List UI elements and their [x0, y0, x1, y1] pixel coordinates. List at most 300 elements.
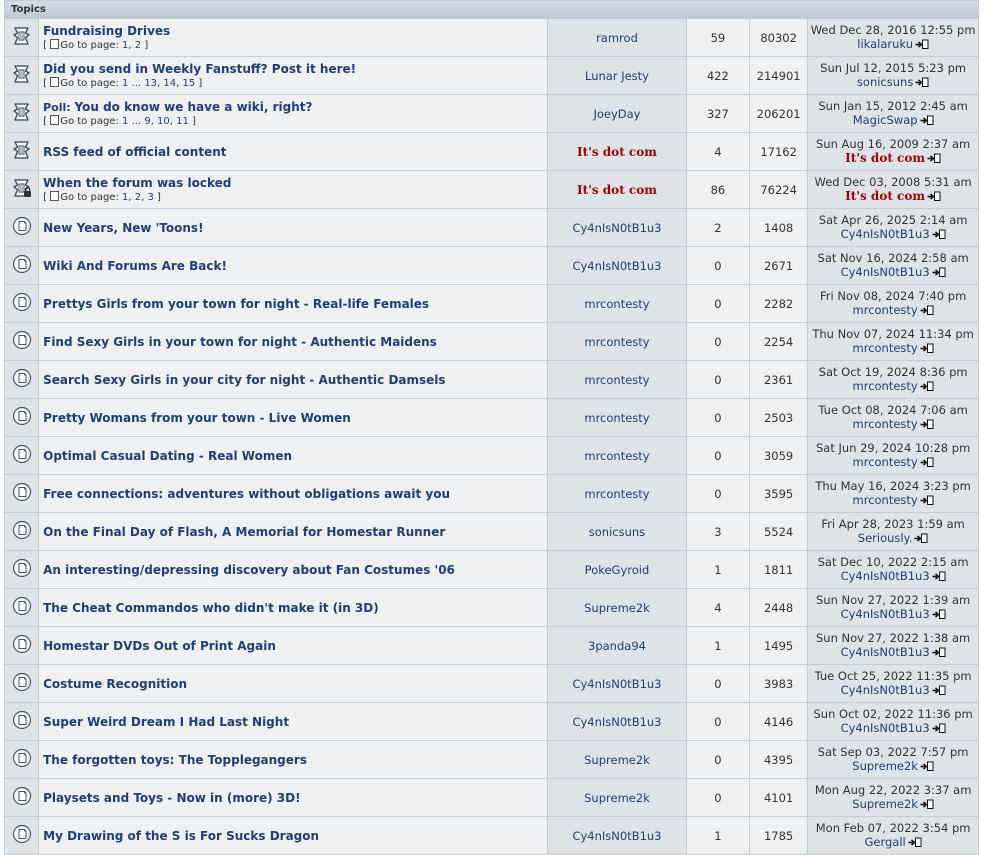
view-latest-post-icon[interactable]: [932, 685, 946, 699]
last-post-cell: [808, 57, 978, 94]
topic-row: [5, 285, 978, 322]
replies-count: 4: [687, 589, 749, 626]
last-post-date: Wed Dec 03, 2008 5:31 am: [814, 174, 972, 189]
author-link[interactable]: JoeyDay: [593, 106, 641, 121]
topic-title-link[interactable]: Prettys Girls from your town for night - Real-life Females: [43, 296, 430, 311]
views-count: 2503: [750, 399, 807, 436]
replies-count: 327: [687, 95, 749, 132]
author-cell: [548, 95, 686, 132]
author-link[interactable]: mrcontesty: [584, 372, 650, 387]
topic-title-link[interactable]: Free connections: adventures without obligations await you: [43, 486, 451, 501]
view-latest-post-icon[interactable]: [914, 533, 928, 547]
goto-page-label: Go to page:: [60, 192, 119, 203]
author-cell: [548, 57, 686, 94]
views-count: 4146: [750, 703, 807, 740]
topic-folder-icon: [12, 292, 32, 315]
replies-count: 0: [687, 703, 749, 740]
last-post-cell: [808, 171, 978, 208]
view-latest-post-icon[interactable]: [915, 77, 929, 91]
topic-folder-icon: [12, 558, 32, 581]
views-count: 17162: [750, 133, 807, 170]
page-ellipsis: ...: [131, 116, 142, 127]
page-link[interactable]: 14: [163, 78, 177, 89]
topic-title-link[interactable]: RSS feed of official content: [43, 144, 227, 159]
last-post-user[interactable]: mrcontesty: [852, 378, 918, 393]
topic-icon-cell: [5, 285, 38, 322]
topic-icon-cell: [5, 703, 38, 740]
last-post-user[interactable]: mrcontesty: [852, 492, 918, 507]
topic-row: [5, 95, 978, 132]
topic-folder-icon: [12, 482, 32, 505]
author-link[interactable]: Lunar Jesty: [584, 68, 649, 83]
view-latest-post-icon[interactable]: [932, 229, 946, 243]
topic-title-link[interactable]: Pretty Womans from your town - Live Women: [43, 410, 351, 425]
topic-icon-cell: [5, 513, 38, 550]
topic-icon-cell: [5, 209, 38, 246]
view-latest-post-icon[interactable]: [920, 419, 934, 433]
last-post-user[interactable]: Cy4nIsN0tB1u3: [840, 264, 930, 279]
page-link[interactable]: 15: [182, 78, 196, 89]
views-count: 2361: [750, 361, 807, 398]
goto-page-label: Go to page:: [60, 40, 119, 51]
author-link[interactable]: Supreme2k: [584, 752, 650, 767]
page-link[interactable]: 9: [144, 116, 151, 127]
replies-count: 422: [687, 57, 749, 94]
view-latest-post-icon[interactable]: [920, 381, 934, 395]
topic-icon-cell: [5, 589, 38, 626]
author-cell: [548, 399, 686, 436]
author-link[interactable]: It's dot com: [577, 144, 657, 159]
topic-title-link[interactable]: Fundraising Drives: [43, 24, 171, 38]
page-link[interactable]: 3: [147, 192, 154, 203]
last-post-cell: [808, 399, 978, 436]
last-post-date: Sat Nov 16, 2024 2:58 am: [817, 250, 969, 265]
topics-header: Topics: [5, 1, 978, 18]
views-count: 1495: [750, 627, 807, 664]
last-post-user[interactable]: Cy4nIsN0tB1u3: [840, 682, 930, 697]
author-link[interactable]: 3panda94: [588, 638, 646, 653]
last-post-user[interactable]: Cy4nIsN0tB1u3: [840, 644, 930, 659]
last-post-date: Sun Nov 27, 2022 1:38 am: [816, 630, 971, 645]
author-cell: [548, 171, 686, 208]
last-post-date: Fri Nov 08, 2024 7:40 pm: [819, 288, 967, 303]
last-post-user[interactable]: Gergall: [864, 834, 906, 849]
last-post-date: Tue Oct 08, 2024 7:06 am: [818, 402, 968, 417]
replies-count: 0: [687, 475, 749, 512]
page-link[interactable]: 1: [122, 40, 129, 51]
page-link[interactable]: 1: [122, 192, 129, 203]
view-latest-post-icon[interactable]: [920, 115, 934, 129]
last-post-user[interactable]: mrcontesty: [852, 302, 918, 317]
last-post-cell: [808, 209, 978, 246]
last-post-cell: [808, 475, 978, 512]
topic-pagination: [ Go to page: 1 ... 9, 10, 11 ]: [43, 116, 196, 127]
author-cell: [548, 627, 686, 664]
view-latest-post-icon[interactable]: [920, 305, 934, 319]
replies-count: 0: [687, 779, 749, 816]
topic-title-link[interactable]: Super Weird Dream I Had Last Night: [43, 714, 290, 729]
topic-icon-cell: [5, 399, 38, 436]
topic-cell: [39, 817, 547, 854]
topic-title-link[interactable]: Search Sexy Girls in your city for night - Authentic Damsels: [43, 372, 446, 387]
last-post-date: Mon Aug 22, 2022 3:37 am: [814, 782, 972, 797]
view-latest-post-icon[interactable]: [932, 267, 946, 281]
view-latest-post-icon[interactable]: [927, 153, 941, 167]
topic-cell: [39, 209, 547, 246]
last-post-cell: [808, 361, 978, 398]
last-post-date: Thu Nov 07, 2024 11:34 pm: [812, 326, 974, 341]
topic-icon-cell: [5, 323, 38, 360]
last-post-cell: [808, 665, 978, 702]
author-cell: [548, 361, 686, 398]
topic-title-link[interactable]: Optimal Casual Dating - Real Women: [43, 448, 293, 463]
views-count: 2448: [750, 589, 807, 626]
view-latest-post-icon[interactable]: [932, 571, 946, 585]
replies-count: 0: [687, 741, 749, 778]
topic-cell: [39, 665, 547, 702]
view-latest-post-icon[interactable]: [920, 495, 934, 509]
last-post-date: Sun Aug 16, 2009 2:37 am: [816, 136, 971, 151]
replies-count: 2: [687, 209, 749, 246]
last-post-date: Mon Feb 07, 2022 3:54 pm: [815, 820, 971, 835]
views-count: 214901: [750, 57, 807, 94]
last-post-user[interactable]: Cy4nIsN0tB1u3: [840, 720, 930, 735]
topic-folder-icon: [12, 368, 32, 391]
views-count: 2671: [750, 247, 807, 284]
author-link[interactable]: Cy4nIsN0tB1u3: [572, 258, 662, 273]
author-link[interactable]: mrcontesty: [584, 448, 650, 463]
last-post-cell: [808, 437, 978, 474]
topic-title-link[interactable]: My Drawing of the S is For Sucks Dragon: [43, 828, 320, 843]
views-count: 80302: [750, 19, 807, 56]
page-icon: [50, 39, 59, 49]
view-latest-post-icon[interactable]: [920, 761, 934, 775]
page-link[interactable]: 10: [157, 116, 170, 127]
last-post-user[interactable]: mrcontesty: [852, 416, 918, 431]
author-cell: [548, 323, 686, 360]
author-cell: [548, 779, 686, 816]
topic-row: [5, 19, 978, 56]
topic-row: [5, 817, 978, 854]
last-post-cell: [808, 741, 978, 778]
page-icon: [50, 115, 59, 125]
author-link[interactable]: sonicsuns: [588, 524, 646, 539]
topic-row: [5, 361, 978, 398]
topic-cell: [39, 399, 547, 436]
last-post-cell: [808, 285, 978, 322]
topic-folder-icon: [12, 520, 32, 543]
topic-cell: [39, 323, 547, 360]
author-link[interactable]: It's dot com: [577, 182, 657, 197]
last-post-cell: [808, 133, 978, 170]
replies-count: 0: [687, 323, 749, 360]
author-cell: [548, 285, 686, 322]
topic-row: [5, 323, 978, 360]
topic-row: [5, 551, 978, 588]
views-count: 2282: [750, 285, 807, 322]
replies-count: 1: [687, 627, 749, 664]
last-post-date: Sat Oct 19, 2024 8:36 pm: [818, 364, 968, 379]
replies-count: 1: [687, 551, 749, 588]
topic-title-link[interactable]: When the forum was locked: [43, 176, 232, 190]
page-link[interactable]: 1: [122, 116, 129, 127]
topic-title-link[interactable]: Costume Recognition: [43, 676, 188, 691]
last-post-date: Wed Dec 28, 2016 12:55 pm: [810, 22, 976, 37]
topic-row: [5, 437, 978, 474]
last-post-user[interactable]: sonicsuns: [856, 74, 914, 89]
author-link[interactable]: Cy4nIsN0tB1u3: [572, 220, 662, 235]
topic-pagination: [ Go to page: 1, 2, 3 ]: [43, 192, 161, 203]
author-link[interactable]: mrcontesty: [584, 334, 650, 349]
last-post-date: Sun Jul 12, 2015 5:23 pm: [820, 60, 967, 75]
topic-title-link[interactable]: You do know we have a wiki, right?: [74, 100, 313, 114]
topic-pagination: [ Go to page: 1 ... 13, 14, 15 ]: [43, 78, 203, 89]
view-latest-post-icon[interactable]: [920, 343, 934, 357]
topic-title-link[interactable]: New Years, New 'Toons!: [43, 220, 204, 235]
topics-table: [4, 0, 979, 855]
topic-title-link[interactable]: The forgotten toys: The Topplegangers: [43, 752, 307, 767]
topic-row: [5, 627, 978, 664]
topic-row: [5, 247, 978, 284]
topic-icon-cell: [5, 133, 38, 170]
topic-title-link[interactable]: On the Final Day of Flash, A Memorial for Homestar Runner: [43, 524, 446, 539]
replies-count: 0: [687, 665, 749, 702]
topic-title-link[interactable]: Homestar DVDs Out of Print Again: [43, 638, 276, 653]
topic-row: [5, 779, 978, 816]
topic-folder-icon: [12, 596, 32, 619]
view-latest-post-icon[interactable]: [927, 191, 941, 205]
topic-cell: [39, 95, 547, 132]
last-post-user[interactable]: likalaruku: [857, 36, 913, 51]
author-link[interactable]: Cy4nIsN0tB1u3: [572, 676, 662, 691]
author-cell: [548, 247, 686, 284]
topic-title-link[interactable]: Did you send in Weekly Fanstuff? Post it here!: [43, 62, 357, 76]
topic-row: [5, 703, 978, 740]
topic-pagination: [ Go to page: 1, 2 ]: [43, 40, 149, 51]
topic-icon-cell: [5, 171, 38, 208]
view-latest-post-icon[interactable]: [932, 647, 946, 661]
last-post-user[interactable]: mrcontesty: [852, 454, 918, 469]
topic-title-link[interactable]: Playsets and Toys - Now in (more) 3D!: [43, 790, 301, 805]
author-cell: [548, 741, 686, 778]
page-link[interactable]: 1: [122, 78, 129, 89]
topic-icon-cell: [5, 551, 38, 588]
page-link[interactable]: 2: [134, 192, 142, 203]
replies-count: 3: [687, 513, 749, 550]
author-link[interactable]: Cy4nIsN0tB1u3: [572, 714, 662, 729]
last-post-user[interactable]: Seriously.: [857, 530, 913, 545]
topic-row: [5, 171, 978, 208]
author-link[interactable]: Cy4nIsN0tB1u3: [572, 828, 662, 843]
author-link[interactable]: mrcontesty: [584, 296, 650, 311]
topic-cell: [39, 513, 547, 550]
last-post-date: Sun Oct 02, 2022 11:36 pm: [813, 706, 973, 721]
author-cell: [548, 209, 686, 246]
topic-icon-cell: [5, 665, 38, 702]
last-post-user[interactable]: Supreme2k: [852, 796, 918, 811]
last-post-user[interactable]: Cy4nIsN0tB1u3: [840, 568, 930, 583]
topic-cell: [39, 19, 547, 56]
sticky-icon: [11, 25, 33, 50]
author-cell: [548, 817, 686, 854]
replies-count: 0: [687, 247, 749, 284]
topic-row: [5, 741, 978, 778]
views-count: 3983: [750, 665, 807, 702]
last-post-cell: [808, 589, 978, 626]
replies-count: 0: [687, 437, 749, 474]
topic-icon-cell: [5, 817, 38, 854]
last-post-user[interactable]: mrcontesty: [852, 340, 918, 355]
last-post-date: Sat Jun 29, 2024 10:28 pm: [815, 440, 971, 455]
topic-cell: [39, 703, 547, 740]
last-post-date: Thu May 16, 2024 3:23 pm: [815, 478, 971, 493]
topic-title-link[interactable]: Find Sexy Girls in your town for night - Authentic Maidens: [43, 334, 437, 349]
last-post-date: Fri Apr 28, 2023 1:59 am: [821, 516, 965, 531]
last-post-date: Sun Jan 15, 2012 2:45 am: [818, 98, 968, 113]
topic-folder-icon: [12, 406, 32, 429]
replies-count: 0: [687, 285, 749, 322]
sticky-locked-icon: [11, 177, 33, 202]
sticky-icon: [11, 63, 33, 88]
topic-icon-cell: [5, 57, 38, 94]
sticky-icon: [11, 139, 33, 164]
topic-title-link[interactable]: Wiki And Forums Are Back!: [43, 258, 227, 273]
sticky-icon: [11, 101, 33, 126]
topic-folder-icon: [12, 824, 32, 847]
last-post-user[interactable]: Cy4nIsN0tB1u3: [840, 606, 930, 621]
views-count: 3595: [750, 475, 807, 512]
topic-cell: [39, 57, 547, 94]
topic-cell: [39, 361, 547, 398]
author-cell: [548, 589, 686, 626]
last-post-cell: [808, 703, 978, 740]
topic-cell: [39, 589, 547, 626]
author-link[interactable]: mrcontesty: [584, 410, 650, 425]
last-post-date: Tue Oct 25, 2022 11:35 pm: [814, 668, 972, 683]
author-cell: [548, 551, 686, 588]
topic-cell: [39, 551, 547, 588]
topic-icon-cell: [5, 19, 38, 56]
views-count: 76224: [750, 171, 807, 208]
last-post-cell: [808, 513, 978, 550]
topic-folder-icon: [12, 330, 32, 353]
view-latest-post-icon[interactable]: [932, 723, 946, 737]
author-link[interactable]: Supreme2k: [584, 600, 650, 615]
goto-page-label: Go to page:: [60, 116, 119, 127]
last-post-user[interactable]: Supreme2k: [852, 758, 918, 773]
topic-title-link[interactable]: An interesting/depressing discovery about Fan Costumes '06: [43, 562, 455, 577]
page-link[interactable]: 11: [176, 116, 189, 127]
author-link[interactable]: Supreme2k: [584, 790, 650, 805]
author-cell: [548, 133, 686, 170]
topic-cell: [39, 171, 547, 208]
author-cell: [548, 665, 686, 702]
last-post-date: Sun Nov 27, 2022 1:39 am: [816, 592, 971, 607]
views-count: 5524: [750, 513, 807, 550]
topic-list: [5, 19, 978, 854]
topic-folder-icon: [12, 672, 32, 695]
last-post-cell: [808, 95, 978, 132]
author-cell: [548, 703, 686, 740]
views-count: 1408: [750, 209, 807, 246]
topic-folder-icon: [12, 748, 32, 771]
page-icon: [50, 191, 59, 201]
topic-row: [5, 589, 978, 626]
replies-count: 0: [687, 399, 749, 436]
topic-folder-icon: [12, 216, 32, 239]
topic-folder-icon: [12, 444, 32, 467]
views-count: 1785: [750, 817, 807, 854]
views-count: 3059: [750, 437, 807, 474]
view-latest-post-icon[interactable]: [920, 457, 934, 471]
topic-row: [5, 513, 978, 550]
view-latest-post-icon[interactable]: [920, 799, 934, 813]
last-post-date: Sat Dec 10, 2022 2:15 am: [817, 554, 969, 569]
topic-cell: [39, 627, 547, 664]
last-post-cell: [808, 627, 978, 664]
last-post-user[interactable]: It's dot com: [845, 150, 926, 165]
topic-folder-icon: [12, 634, 32, 657]
views-count: 206201: [750, 95, 807, 132]
topic-row: [5, 57, 978, 94]
author-cell: [548, 19, 686, 56]
view-latest-post-icon[interactable]: [908, 837, 922, 851]
topic-cell: [39, 437, 547, 474]
topic-icon-cell: [5, 779, 38, 816]
last-post-cell: [808, 779, 978, 816]
topic-icon-cell: [5, 627, 38, 664]
topic-icon-cell: [5, 95, 38, 132]
topic-row: [5, 475, 978, 512]
last-post-date: Sat Apr 26, 2025 2:14 am: [818, 212, 968, 227]
author-link[interactable]: mrcontesty: [584, 486, 650, 501]
last-post-cell: [808, 19, 978, 56]
replies-count: 0: [687, 361, 749, 398]
last-post-cell: [808, 247, 978, 284]
topic-icon-cell: [5, 741, 38, 778]
last-post-user[interactable]: MagicSwap: [852, 112, 918, 127]
author-cell: [548, 475, 686, 512]
last-post-user[interactable]: Cy4nIsN0tB1u3: [840, 226, 930, 241]
topic-title-link[interactable]: The Cheat Commandos who didn't make it (in 3D): [43, 600, 379, 615]
author-cell: [548, 437, 686, 474]
topic-cell: [39, 779, 547, 816]
author-link[interactable]: PokeGyroid: [584, 562, 650, 577]
topic-cell: [39, 247, 547, 284]
replies-count: 4: [687, 133, 749, 170]
page-link[interactable]: 2: [134, 40, 142, 51]
topic-cell: [39, 285, 547, 322]
topic-cell: [39, 133, 547, 170]
views-count: 2254: [750, 323, 807, 360]
author-link[interactable]: ramrod: [596, 30, 638, 45]
last-post-cell: [808, 551, 978, 588]
views-count: 1811: [750, 551, 807, 588]
topic-folder-icon: [12, 786, 32, 809]
last-post-user[interactable]: It's dot com: [845, 188, 926, 203]
topic-cell: [39, 741, 547, 778]
topic-row: [5, 133, 978, 170]
page-ellipsis: ...: [131, 78, 142, 89]
page-link[interactable]: 13: [144, 78, 158, 89]
view-latest-post-icon[interactable]: [915, 39, 929, 53]
page-icon: [50, 77, 59, 87]
topic-row: [5, 209, 978, 246]
author-cell: [548, 513, 686, 550]
topic-cell: [39, 475, 547, 512]
view-latest-post-icon[interactable]: [932, 609, 946, 623]
last-post-cell: [808, 323, 978, 360]
